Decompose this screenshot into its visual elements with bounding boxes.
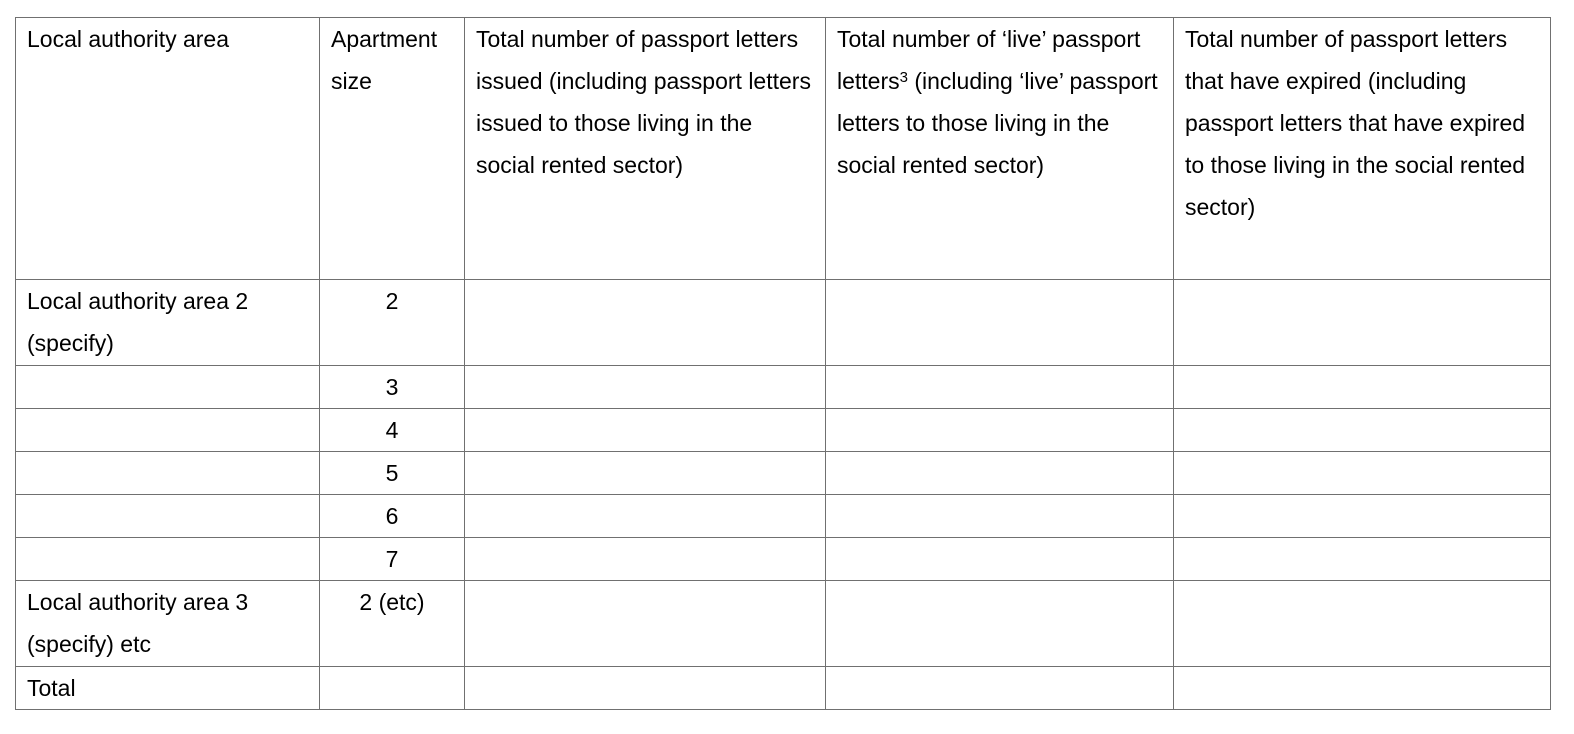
cell-expired[interactable] [1174, 366, 1551, 409]
cell-apartment-size: 4 [320, 409, 465, 452]
cell-issued[interactable] [465, 366, 826, 409]
total-issued[interactable] [465, 667, 826, 710]
header-total-expired: Total number of passport letters that have expired (including passport letters that have expired to those living in the social rented sector) [1174, 18, 1551, 280]
cell-apartment-size: 2 (etc) [320, 581, 465, 667]
cell-area: Local authority area 2 (specify) [16, 280, 320, 366]
cell-area [16, 409, 320, 452]
cell-expired[interactable] [1174, 280, 1551, 366]
cell-expired[interactable] [1174, 581, 1551, 667]
table-row [16, 409, 1551, 452]
cell-issued[interactable] [465, 495, 826, 538]
cell-area [16, 452, 320, 495]
table-row [16, 366, 1551, 409]
passport-letters-table [15, 17, 1551, 710]
table-row [16, 495, 1551, 538]
cell-expired[interactable] [1174, 495, 1551, 538]
total-expired[interactable] [1174, 667, 1551, 710]
cell-issued[interactable] [465, 538, 826, 581]
header-local-authority-area: Local authority area [16, 18, 320, 280]
cell-apartment-size: 7 [320, 538, 465, 581]
cell-live[interactable] [826, 581, 1174, 667]
cell-live[interactable] [826, 409, 1174, 452]
header-total-issued: Total number of passport letters issued (including passport letters issued to those living in the social rented sector) [465, 18, 826, 280]
footnote-marker: 3 [899, 69, 908, 86]
table-row [16, 581, 1551, 667]
table-row [16, 280, 1551, 366]
cell-live[interactable] [826, 538, 1174, 581]
cell-issued[interactable] [465, 581, 826, 667]
table-row [16, 538, 1551, 581]
cell-live[interactable] [826, 495, 1174, 538]
cell-live[interactable] [826, 452, 1174, 495]
header-row [16, 18, 1551, 280]
cell-apartment-size: 3 [320, 366, 465, 409]
cell-area: Local authority area 3 (specify) etc [16, 581, 320, 667]
total-label: Total [16, 667, 320, 710]
header-total-live [826, 18, 1174, 280]
cell-live[interactable] [826, 366, 1174, 409]
cell-area [16, 538, 320, 581]
cell-expired[interactable] [1174, 538, 1551, 581]
cell-expired[interactable] [1174, 409, 1551, 452]
cell-issued[interactable] [465, 280, 826, 366]
cell-expired[interactable] [1174, 452, 1551, 495]
cell-issued[interactable] [465, 452, 826, 495]
cell-apartment-size: 6 [320, 495, 465, 538]
table-row [16, 452, 1551, 495]
total-live[interactable] [826, 667, 1174, 710]
cell-apartment-size: 2 [320, 280, 465, 366]
header-apartment-size: Apartment size [320, 18, 465, 280]
total-apartment-size[interactable] [320, 667, 465, 710]
total-row [16, 667, 1551, 710]
header-total-live-text: Total number of ‘live’ passport letters [837, 26, 1141, 94]
cell-live[interactable] [826, 280, 1174, 366]
header-total-live-text-rest: (including ‘live’ passport letters to those living in the social rented sector) [837, 68, 1158, 178]
cell-area [16, 495, 320, 538]
cell-issued[interactable] [465, 409, 826, 452]
cell-apartment-size: 5 [320, 452, 465, 495]
cell-area [16, 366, 320, 409]
